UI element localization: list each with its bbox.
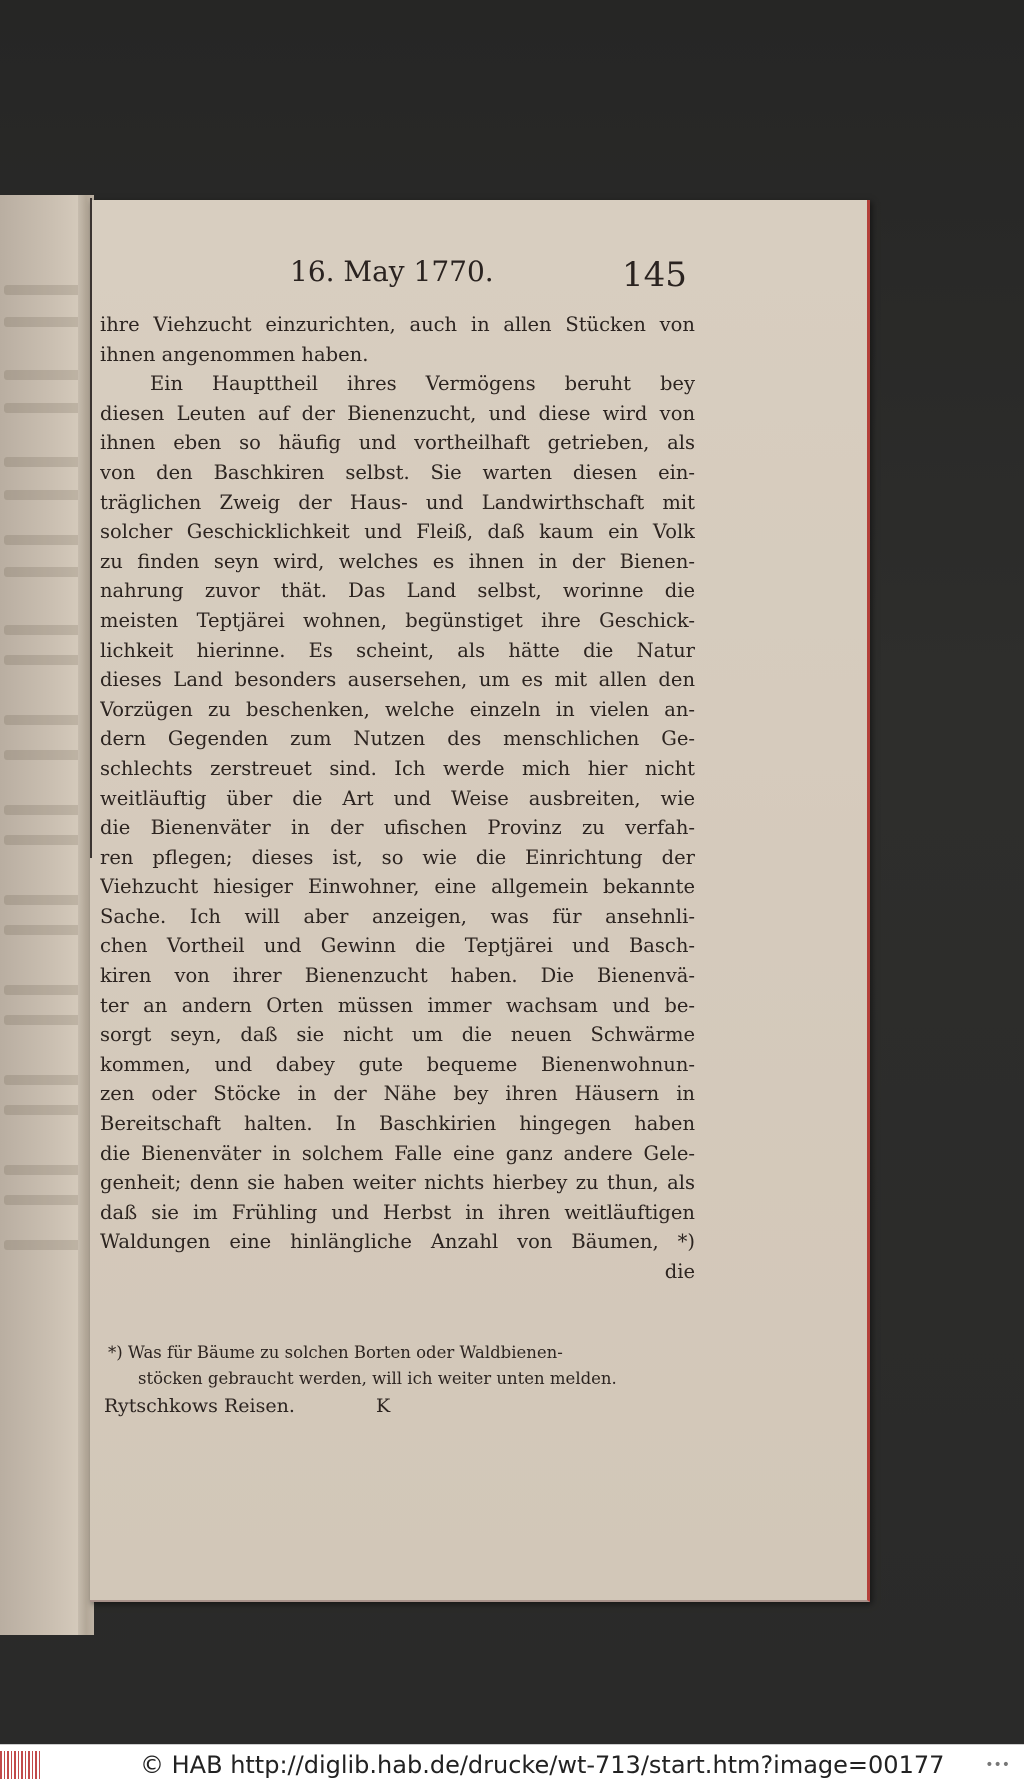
text-line: diesen Leuten auf der Bienenzucht, und diese wird von	[100, 401, 695, 425]
text-line: zen oder Stöcke in der Nähe bey ihren Häusern in	[100, 1082, 695, 1106]
text-line: ihre Viehzucht einzurichten, auch in allen Stücken von	[100, 313, 695, 336]
text-line: ren pflegen; dieses ist, so wie die Einrichtung der	[100, 845, 695, 869]
footnote-line: stöcken gebraucht werden, will ich weiter unten melden.	[138, 1369, 617, 1388]
text-line: dern Gegenden zum Nutzen des menschlichen Ge-	[100, 727, 695, 751]
text-line: solcher Geschicklichkeit und Fleiß, daß kaum ein Volk	[100, 520, 695, 544]
text-line: träglichen Zweig der Haus- und Landwirthschaft mit	[100, 490, 695, 514]
text-line: sorgt seyn, daß sie nicht um die neuen Schwärme	[100, 1023, 695, 1047]
footer-bar	[0, 1744, 1024, 1783]
text-line: genheit; denn sie haben weiter nichts hierbey zu thun, als	[100, 1171, 695, 1195]
text-line: zu finden seyn wird, welches es ihnen in der Bienen-	[100, 549, 695, 573]
text-line: ter an andern Orten müssen immer wachsam und be-	[100, 993, 695, 1017]
barcode-icon	[0, 1751, 42, 1779]
body-text	[100, 310, 695, 1287]
text-line: Bereitschaft halten. In Baschkirien hingegen haben	[100, 1112, 695, 1136]
text-line: meisten Teptjärei wohnen, begünstiget ihre Geschick-	[100, 608, 695, 632]
text-line: Sache. Ich will aber anzeigen, was für ansehnli-	[100, 904, 695, 928]
more-icon[interactable]: •••	[985, 1757, 1010, 1773]
signature-title: Rytschkows Reisen.	[104, 1395, 295, 1417]
text-line: die Bienenväter in der ufischen Provinz zu verfah-	[100, 816, 695, 840]
text-line: dieses Land besonders ausersehen, um es mit allen den	[100, 668, 695, 692]
page-number: 145	[622, 255, 687, 295]
text-line: nahrung zuvor thät. Das Land selbst, worinne die	[100, 579, 695, 603]
signature-line	[104, 1395, 504, 1417]
signature-mark: K	[376, 1395, 391, 1417]
catchword: die	[664, 1260, 695, 1283]
text-line: Vorzügen zu beschenken, welche einzeln in vielen an-	[100, 697, 695, 721]
text-line: schlechts zerstreuet sind. Ich werde mich hier nicht	[100, 756, 695, 780]
text-line: chen Vortheil und Gewinn die Teptjärei und Basch-	[100, 934, 695, 958]
footnote	[108, 1340, 688, 1392]
page-header	[90, 255, 867, 295]
text-line: kommen, und dabey gute bequeme Bienenwohnun-	[100, 1052, 695, 1076]
text-line: lichkeit hierinne. Es scheint, als hätte die Natur	[100, 638, 695, 662]
running-head: 16. May 1770.	[290, 255, 494, 288]
text-line: von den Baschkiren selbst. Sie warten diesen ein-	[100, 460, 695, 484]
text-line: ihnen eben so häufig und vortheilhaft getrieben, als	[100, 431, 695, 455]
text-line: weitläuftig über die Art und Weise ausbreiten, wie	[100, 786, 695, 810]
credit-link[interactable]: © HAB http://diglib.hab.de/drucke/wt-713/start.htm?image=00177	[140, 1751, 945, 1779]
book-page	[90, 200, 870, 1602]
text-line: Ein Haupttheil ihres Vermögens beruht bey	[150, 372, 695, 396]
previous-page-edge	[0, 195, 90, 1635]
text-line: Waldungen eine hinlängliche Anzahl von Bäumen, *)	[100, 1230, 695, 1254]
text-line: kiren von ihrer Bienenzucht haben. Die Bienenvä-	[100, 964, 695, 988]
text-line: daß sie im Frühling und Herbst in ihren weitläuftigen	[100, 1200, 695, 1224]
text-line: ihnen angenommen haben.	[100, 342, 369, 366]
text-line: Viehzucht hiesiger Einwohner, eine allgemein bekannte	[100, 875, 695, 899]
text-line: die Bienenväter in solchem Falle eine ganz andere Gele-	[100, 1141, 695, 1165]
footnote-line: *) Was für Bäume zu solchen Borten oder Waldbienen-	[108, 1343, 563, 1362]
gutter-line	[90, 198, 92, 858]
